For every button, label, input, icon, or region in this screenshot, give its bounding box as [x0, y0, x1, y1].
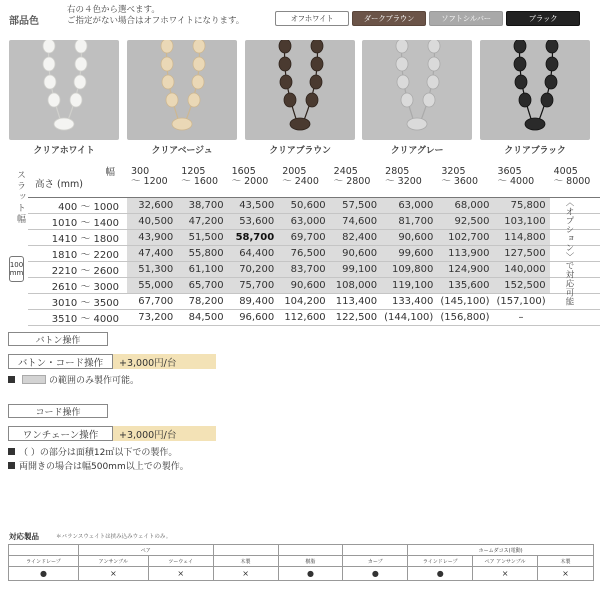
price-cell: 108,000 [330, 278, 381, 294]
slat-mm-badge [9, 256, 24, 282]
price-cell: 64,400 [228, 246, 279, 262]
chain-color-label-2: クリアベージュ [151, 146, 213, 156]
compat-header-cell: ペア アンサンブル [473, 556, 538, 567]
price-cell: 55,800 [177, 246, 227, 262]
price-cell: 89,400 [228, 294, 279, 310]
price-cell: 127,500 [493, 246, 549, 262]
width-range-header: 300 ～ 1200 [127, 167, 177, 198]
price-cell: 122,500 [330, 310, 381, 326]
compat-group-cell [9, 545, 79, 556]
price-cell: 83,700 [278, 262, 329, 278]
price-cell: 92,500 [437, 214, 493, 230]
price-cell: 53,600 [228, 214, 279, 230]
price-cell: – [493, 310, 549, 326]
price-row [28, 262, 600, 278]
price-cell: 74,600 [330, 214, 381, 230]
ball-chain-icon [245, 40, 355, 140]
baton-section-title: バトン操作 [8, 332, 108, 346]
price-cell: 75,800 [493, 198, 549, 214]
price-header-row [28, 167, 600, 198]
height-range-label: 1410 ～ 1800 [28, 230, 127, 246]
price-row [28, 198, 600, 214]
incompatible-mark: × [538, 567, 594, 581]
price-cell: 104,200 [278, 294, 329, 310]
header-width-label: 幅 [105, 167, 115, 178]
price-cell: 40,500 [127, 214, 177, 230]
height-range-label: 2610 ～ 3000 [28, 278, 127, 294]
baton-option-row [8, 354, 216, 369]
price-cell: 90,600 [381, 230, 437, 246]
baton-note [8, 373, 139, 386]
chain-photo-2 [127, 40, 237, 140]
incompatible-mark: × [78, 567, 148, 581]
price-cell: 96,600 [228, 310, 279, 326]
price-cell: 103,100 [493, 214, 549, 230]
price-cell: 112,600 [278, 310, 329, 326]
header-height-label: 高さ (mm) [35, 179, 83, 190]
price-cell: 113,400 [330, 294, 381, 310]
price-cell: 99,100 [330, 262, 381, 278]
price-cell: 65,700 [177, 278, 227, 294]
slat-width-label: スラット幅 [15, 170, 25, 225]
height-range-label: 2210 ～ 2600 [28, 262, 127, 278]
height-range-label: 3010 ～ 3500 [28, 294, 127, 310]
cord-option-row [8, 426, 216, 441]
color-soft-silver[interactable]: ソフトシルバー [429, 11, 503, 26]
price-cell: 51,300 [127, 262, 177, 278]
gray-range-swatch [22, 375, 46, 384]
width-range-header: 2805 ～ 3200 [381, 167, 437, 198]
chain-color-label-3: クリアブラウン [269, 146, 331, 156]
width-range-header: 1205 ～ 1600 [177, 167, 227, 198]
price-row [28, 214, 600, 230]
compat-group-cell: ペア [78, 545, 213, 556]
color-off-white[interactable]: オフホワイト [275, 11, 349, 26]
price-cell: 99,600 [381, 246, 437, 262]
compat-header-cell: 木製 [538, 556, 594, 567]
compat-header-cell: 木製 [213, 556, 278, 567]
compat-header-row [9, 556, 594, 567]
price-cell: (144,100) [381, 310, 437, 326]
price-cell: 47,400 [127, 246, 177, 262]
cord-note-2-text: 両開きの場合は幅500mm以上での製作。 [19, 462, 189, 472]
price-cell [550, 310, 600, 326]
price-cell: 57,500 [330, 198, 381, 214]
compat-header-cell: ラインドレープ [408, 556, 473, 567]
compat-group-row [9, 545, 594, 556]
compatible-mark: ● [408, 567, 473, 581]
compat-group-cell [213, 545, 278, 556]
intro-line-2: ご指定がない場合はオフホワイトになります。 [67, 16, 245, 26]
intro-text [67, 5, 244, 27]
chain-photo-1 [9, 40, 119, 140]
chain-photo-4 [362, 40, 472, 140]
price-cell: 75,700 [228, 278, 279, 294]
compat-header-cell: 樹脂 [278, 556, 343, 567]
price-cell: 63,000 [278, 214, 329, 230]
incompatible-mark: × [148, 567, 213, 581]
price-cell: 119,100 [381, 278, 437, 294]
price-cell: (157,100) [493, 294, 549, 310]
cord-note-2 [8, 459, 189, 472]
bullet-square-icon [8, 376, 15, 383]
baton-option-name: バトン・コード操作 [8, 354, 113, 369]
ball-chain-icon [362, 40, 472, 140]
price-cell: 124,900 [437, 262, 493, 278]
height-range-label: 400 ～ 1000 [28, 198, 127, 214]
chain-color-label-1: クリアホワイト [33, 146, 95, 156]
price-row [28, 310, 600, 326]
incompatible-mark: × [213, 567, 278, 581]
price-table [28, 167, 600, 326]
color-black[interactable]: ブラック [506, 11, 580, 26]
price-cell: (145,100) [437, 294, 493, 310]
slat-mm-value: 100 [9, 261, 24, 269]
cord-option-price: +3,000円/台 [113, 426, 216, 441]
price-cell: 50,600 [278, 198, 329, 214]
price-row [28, 294, 600, 310]
slat-mm-unit: mm [9, 269, 24, 277]
price-cell: 135,600 [437, 278, 493, 294]
color-dark-brown[interactable]: ダークブラウン [352, 11, 426, 26]
ball-chain-icon [127, 40, 237, 140]
price-cell: 152,500 [493, 278, 549, 294]
compat-group-cell [278, 545, 343, 556]
chain-color-label-4: クリアグレー [390, 146, 444, 156]
price-row [28, 230, 600, 246]
baton-option-price: +3,000円/台 [113, 354, 216, 369]
parts-color-title: 部品色 [9, 16, 39, 27]
compat-title: 対応製品 [9, 532, 39, 541]
height-range-label: 1810 ～ 2200 [28, 246, 127, 262]
compatible-mark: ● [9, 567, 79, 581]
ball-chain-icon [480, 40, 590, 140]
bullet-square-icon [8, 462, 15, 469]
price-cell: 58,700 [228, 230, 279, 246]
cord-option-name: ワンチェーン操作 [8, 426, 113, 441]
price-header-corner [28, 167, 127, 198]
cord-note-1 [8, 445, 177, 458]
ball-chain-icon [9, 40, 119, 140]
compat-header-cell: アンサンブル [78, 556, 148, 567]
price-cell: 113,900 [437, 246, 493, 262]
price-cell: 78,200 [177, 294, 227, 310]
option-label: 〈オプション〉で対応可能 [564, 198, 574, 306]
compat-table [8, 544, 594, 581]
incompatible-mark: × [473, 567, 538, 581]
price-cell: 102,700 [437, 230, 493, 246]
chain-photo-3 [245, 40, 355, 140]
compat-note: ＊バランスウェイトは挟み込みウェイトのみ。 [56, 534, 172, 540]
compatible-mark: ● [278, 567, 343, 581]
price-cell: 43,500 [228, 198, 279, 214]
price-cell: 38,700 [177, 198, 227, 214]
width-range-header: 3205 ～ 3600 [437, 167, 493, 198]
price-cell: 68,000 [437, 198, 493, 214]
compat-mark-row [9, 567, 594, 581]
price-cell: 67,700 [127, 294, 177, 310]
height-range-label: 3510 ～ 4000 [28, 310, 127, 326]
price-row [28, 246, 600, 262]
cord-note-1-text: （ ）の部分は面積12㎡以下での製作。 [19, 448, 178, 458]
price-cell: 82,400 [330, 230, 381, 246]
height-range-label: 1010 ～ 1400 [28, 214, 127, 230]
price-cell: 43,900 [127, 230, 177, 246]
compat-group-cell: ホームダコス(電動) [408, 545, 594, 556]
width-range-header: 2005 ～ 2400 [278, 167, 329, 198]
price-cell: 140,000 [493, 262, 549, 278]
price-cell: 109,800 [381, 262, 437, 278]
compatible-mark: ● [343, 567, 408, 581]
baton-note-text: の範囲のみ製作可能。 [49, 376, 140, 386]
price-cell: 32,600 [127, 198, 177, 214]
price-cell: 55,000 [127, 278, 177, 294]
price-cell: 133,400 [381, 294, 437, 310]
price-cell: 76,500 [278, 246, 329, 262]
width-range-header: 1605 ～ 2000 [228, 167, 279, 198]
compat-header-cell: ツーウェイ [148, 556, 213, 567]
price-cell: 63,000 [381, 198, 437, 214]
intro-line-1: 右の４色から選べます。 [67, 5, 160, 15]
chain-color-label-5: クリアブラック [504, 146, 566, 156]
price-cell: 73,200 [127, 310, 177, 326]
price-row [28, 278, 600, 294]
price-cell: 90,600 [278, 278, 329, 294]
price-cell: 51,500 [177, 230, 227, 246]
width-range-header: 4005 ～ 8000 [550, 167, 600, 198]
chain-photo-5 [480, 40, 590, 140]
price-cell: 114,800 [493, 230, 549, 246]
price-cell: 90,600 [330, 246, 381, 262]
compat-header-cell: カーブ [343, 556, 408, 567]
price-cell: 61,100 [177, 262, 227, 278]
bullet-square-icon [8, 448, 15, 455]
cord-section-title: コード操作 [8, 404, 108, 418]
price-cell: 69,700 [278, 230, 329, 246]
price-cell: 47,200 [177, 214, 227, 230]
price-cell: (156,800) [437, 310, 493, 326]
compat-header-cell: ラインドレープ [9, 556, 79, 567]
price-cell: 81,700 [381, 214, 437, 230]
price-cell: 84,500 [177, 310, 227, 326]
price-cell: 70,200 [228, 262, 279, 278]
width-range-header: 3605 ～ 4000 [493, 167, 549, 198]
compat-group-cell [343, 545, 408, 556]
width-range-header: 2405 ～ 2800 [330, 167, 381, 198]
